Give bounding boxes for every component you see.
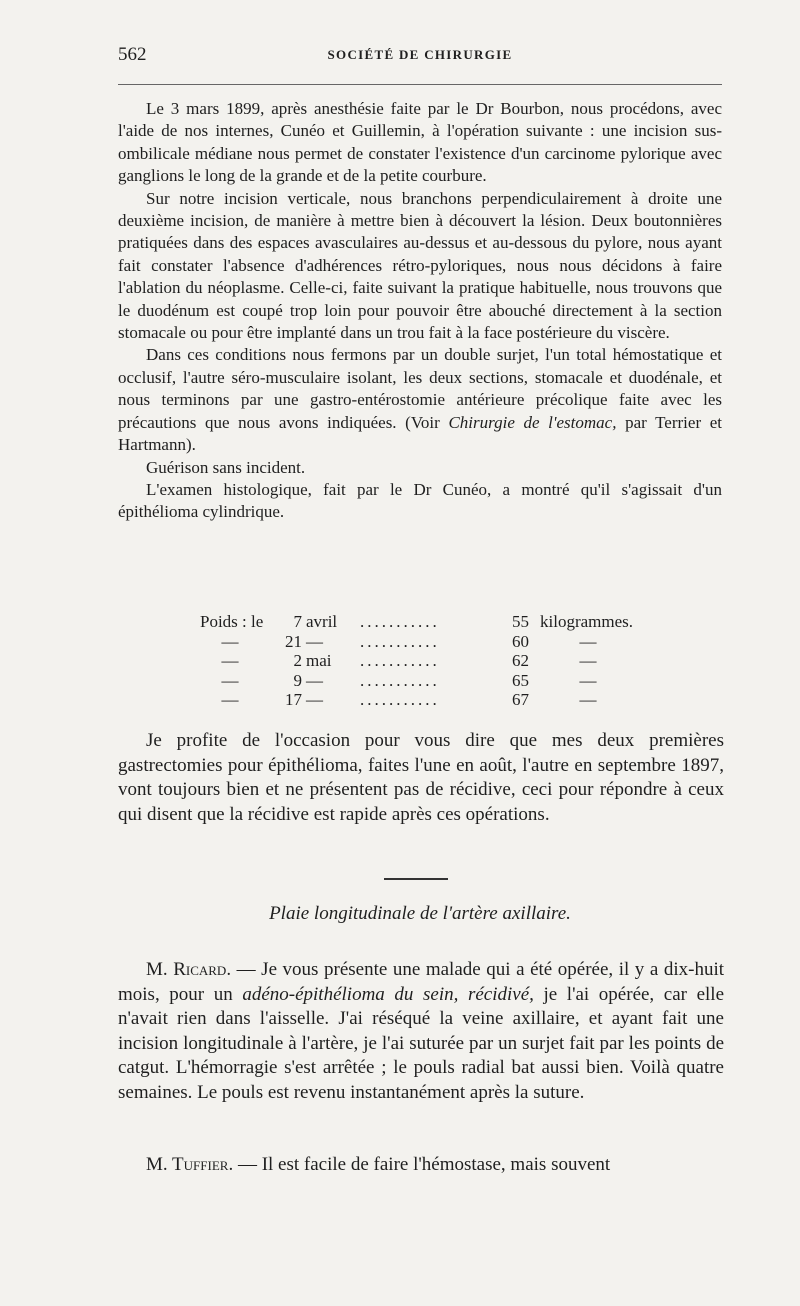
weight-month: avril — [306, 612, 338, 631]
paragraph: Guérison sans incident. — [146, 457, 306, 477]
weight-month: — — [306, 670, 323, 690]
weight-day: 7 — [293, 612, 302, 631]
weight-table — [200, 612, 670, 710]
leader-dots: ........... — [360, 670, 440, 690]
speaker-name: M. Tuffier. — [146, 1154, 234, 1175]
speaker-name: M. Ricard. — [146, 959, 232, 980]
leader-dots: ........... — [360, 651, 440, 670]
tuffier-remarks — [118, 1153, 724, 1178]
paragraph — [118, 344, 722, 456]
page-number: 562 — [118, 44, 147, 65]
header-rule — [118, 84, 722, 85]
weight-value: 60 — [512, 631, 529, 651]
paragraph: L'examen histologique, fait par le Dr Cunéo, a montré qu'il s'agissait d'un épithélioma cylindrique. — [118, 479, 722, 522]
leader-dots: ........... — [360, 612, 440, 631]
weight-value: 65 — [512, 670, 529, 690]
paragraph-text: par Terrier et Hartmann). — [118, 412, 722, 455]
weight-label: Poids : le — [200, 612, 264, 631]
section-separator — [384, 878, 448, 880]
weight-value: 62 — [512, 651, 529, 670]
weight-row — [200, 690, 670, 710]
ditto-dash: — — [579, 651, 597, 670]
paragraph-text: — Je vous présente une malade qui a été opérée, il y a dix-huit mois, pour un — [118, 959, 725, 1005]
ricard-remarks — [118, 958, 724, 1105]
paragraph-text: je l'ai opérée, car elle n'avait rien dans l'aisselle. J'ai réséqué la veine axillaire, et ayant fait une incision longitudinale à l'artère, je l'ai suturée par un surjet fait par les points de catgut. L'hémorragie s'est arrêtée ; le pouls radial bat aussi bien. Voilà quatre semaines. Le pouls est revenu instantanément après la suture. — [118, 983, 725, 1103]
paragraph: Je profite de l'occasion pour vous dire que mes deux premières gastrectomies pour épithélioma, faites l'une en août, l'autre en septembre 1897, vont toujours bien et ne présentent pas de récidive, ceci pour répondre à ceux qui disent que la récidive est rapide après ces opérations. — [118, 730, 724, 825]
weight-day: 9 — [293, 670, 302, 690]
ditto-dash: — — [579, 631, 597, 651]
ditto-dash: — — [221, 631, 239, 651]
paragraph-text: Dans ces conditions nous fermons par un double surjet, l'un total hémostatique et occlusif, l'autre séro-musculaire isolant, les deux sections, stomacale et duodénale, et nous terminons par une gastro-entérostomie antérieure précolique faite avec les précautions que nous avons indiquées. (Voir — [118, 345, 722, 432]
ditto-dash: — — [221, 670, 239, 690]
page-header — [118, 44, 722, 68]
diagnosis-term: adéno-épithélioma du sein, récidivé, — [242, 983, 534, 1005]
ditto-dash: — — [221, 651, 239, 670]
weight-value: 67 — [512, 690, 529, 709]
paragraph — [118, 1153, 724, 1178]
paragraph: Sur notre incision verticale, nous branchons perpendiculairement à droite une deuxième incision, de manière à mettre bien à découvert la lésion. Deux boutonnières pratiquées dans des espaces avasculaires au-dessus et au-dessous du pylore, nous ayant fait constater l'absence d'adhérences rétro-pyloriques, nous nous décidons à faire l'ablation du néoplasme. Celle-ci, faite suivant la pratique habituelle, nous trouvons que le duodénum est coupé trop loin pour pouvoir être abouché directement à la section stomacale ou pour être implanté dans un trou fait à la face postérieure du viscère. — [118, 188, 722, 343]
weight-unit: kilogrammes. — [540, 612, 634, 631]
running-title: SOCIÉTÉ DE CHIRURGIE — [327, 47, 513, 62]
ditto-dash: — — [579, 690, 597, 709]
weight-row — [200, 632, 670, 652]
paragraph — [118, 958, 724, 1105]
section-title: Plaie longitudinale de l'artère axillaire. — [269, 903, 571, 924]
weight-month: — — [306, 631, 323, 651]
discussion-text — [118, 729, 724, 827]
weight-day: 2 — [293, 651, 302, 670]
weight-month: mai — [306, 651, 332, 670]
weight-day: 17 — [285, 690, 302, 709]
ditto-dash: — — [579, 670, 597, 690]
leader-dots: ........... — [360, 690, 440, 709]
weight-value: 55 — [512, 612, 529, 631]
case-report-text — [118, 98, 722, 524]
weight-day: 21 — [285, 631, 302, 651]
paragraph: Le 3 mars 1899, après anesthésie faite par le Dr Bourbon, nous procédons, avec l'aide de nos internes, Cunéo et Guillemin, à l'opération suivante : une incision sus-ombilicale médiane nous permet de constater l'existence d'un carcinome pylorique avec ganglions le long de la grande et de la petite courbure. — [118, 99, 722, 186]
ditto-dash: — — [221, 690, 239, 709]
leader-dots: ........... — [360, 631, 440, 651]
paragraph-text: — Il est facile de faire l'hémostase, mais souvent — [233, 1154, 611, 1175]
weight-row — [200, 612, 670, 632]
reference-title: Chirurgie de l'estomac, — [448, 412, 617, 432]
weight-row — [200, 651, 670, 671]
weight-month: — — [306, 690, 323, 709]
weight-row — [200, 671, 670, 691]
